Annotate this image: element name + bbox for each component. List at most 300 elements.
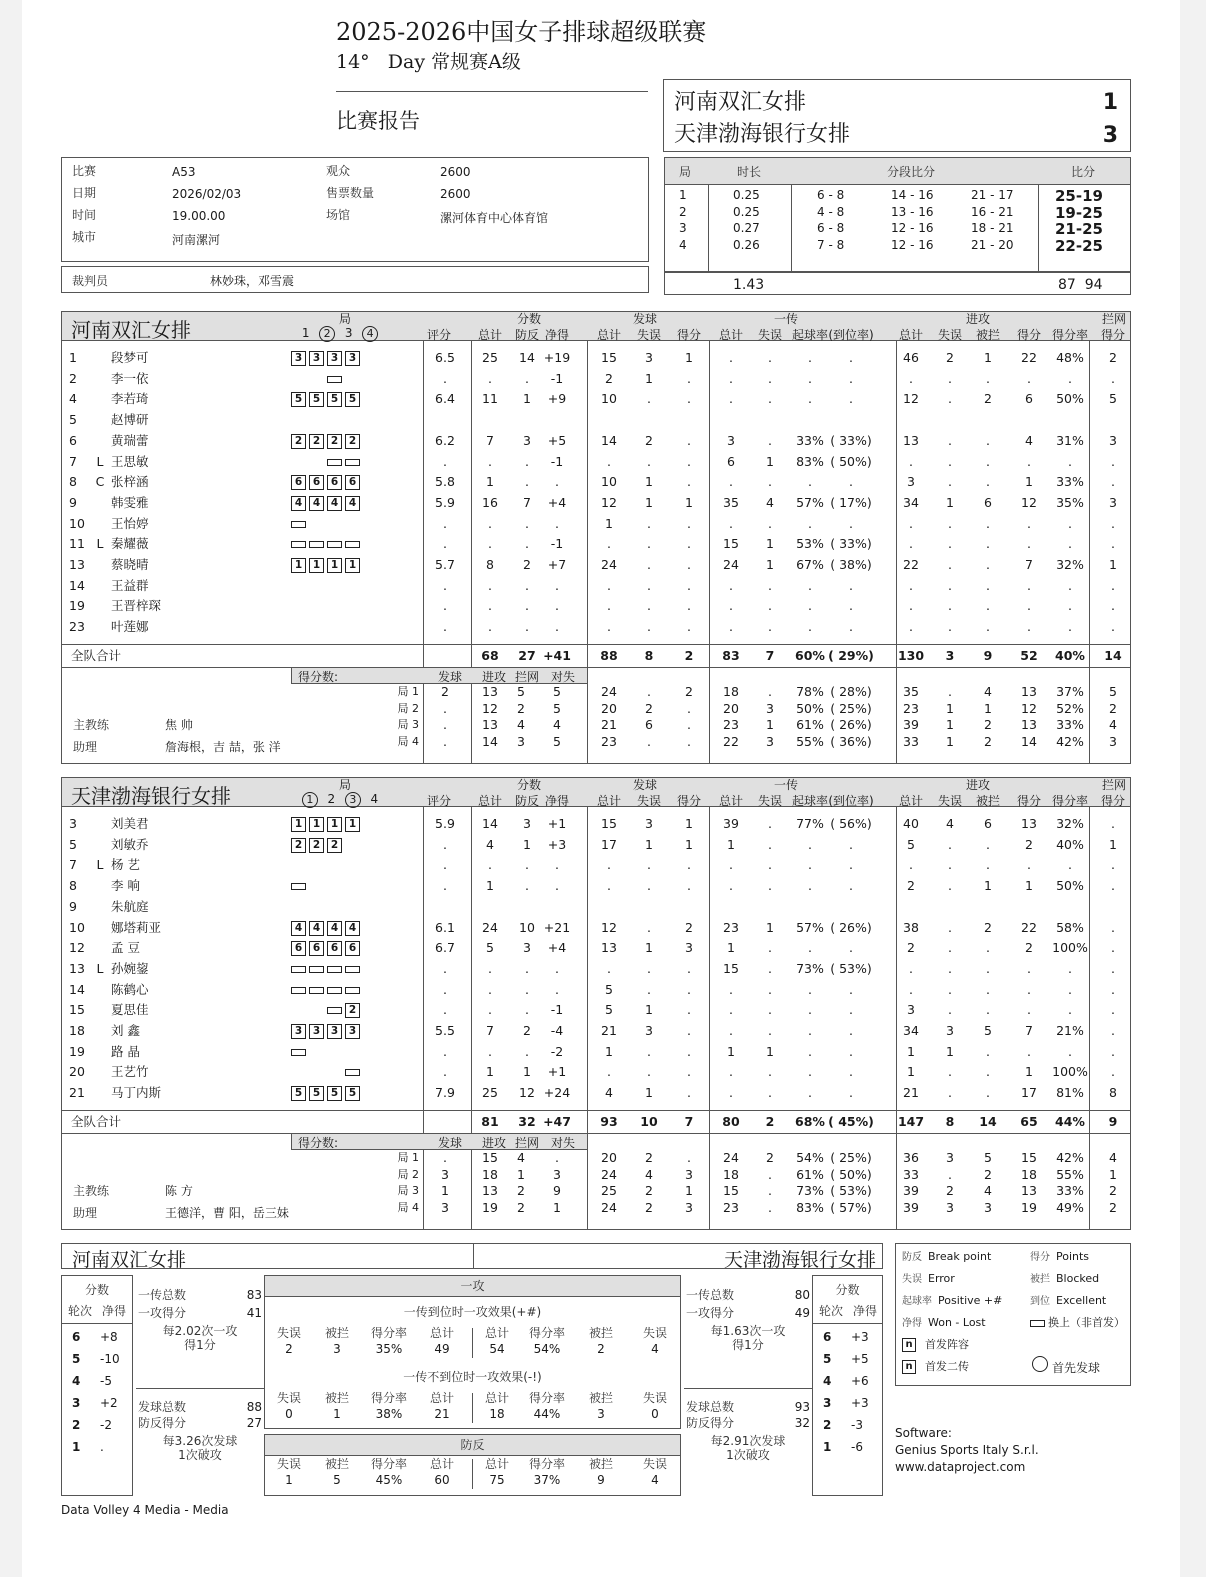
stat-cell: . bbox=[687, 619, 691, 635]
player-number: 21 bbox=[69, 1085, 85, 1101]
stat-cell: . bbox=[1068, 981, 1072, 997]
center-col-header: 总计 bbox=[484, 1457, 509, 1471]
header-sub: 得分 bbox=[1016, 328, 1041, 342]
center-col-value: 9 bbox=[597, 1473, 605, 1487]
first-attack-sub1: 一传到位时一攻效果(+#) bbox=[403, 1305, 542, 1319]
player-name: 赵博研 bbox=[111, 412, 149, 428]
stat-cell: . bbox=[647, 391, 651, 407]
stat-cell: . bbox=[768, 370, 772, 386]
rec-value: 88 bbox=[246, 1400, 262, 1414]
start-position-square: 2 bbox=[309, 434, 324, 449]
rec-label: 一传总数 bbox=[138, 1288, 187, 1302]
player-row bbox=[61, 389, 1131, 409]
stat-cell: +9 bbox=[547, 391, 567, 407]
stat-cell: +4 bbox=[547, 940, 567, 956]
legend bbox=[895, 1243, 1131, 1386]
stat-cell: . bbox=[808, 350, 812, 365]
home-rotation bbox=[61, 1275, 133, 1496]
scoreboard bbox=[663, 79, 1131, 152]
set-partial-2: 12 - 16 bbox=[891, 237, 934, 252]
stat-cell: . bbox=[1111, 1064, 1115, 1080]
scoreboard-home-sets: 1 bbox=[1102, 90, 1118, 115]
set-row-cell: 22 bbox=[723, 733, 739, 749]
scoreboard-home: 河南双汇女排 bbox=[674, 90, 807, 115]
bottom-header bbox=[61, 1243, 883, 1269]
set-row-cell: . bbox=[687, 1150, 691, 1165]
player-name: 王怡婷 bbox=[111, 515, 149, 531]
total-cell: 8 bbox=[945, 1114, 955, 1129]
header-sub: 得分率 bbox=[1051, 328, 1088, 342]
match-info-item: 场馆 bbox=[326, 208, 351, 222]
rotation-net: +5 bbox=[851, 1352, 869, 1366]
stat-cell: . bbox=[687, 474, 691, 490]
software-label: Software: bbox=[895, 1426, 952, 1440]
stat-cell: 8 bbox=[1109, 1085, 1117, 1101]
set-row-cell: 4 bbox=[517, 1150, 525, 1165]
player-row bbox=[61, 1083, 1131, 1103]
set-row bbox=[61, 684, 1131, 700]
set-mark: 2 bbox=[327, 792, 336, 806]
total-cell: 9 bbox=[983, 648, 993, 663]
stat-cell: . bbox=[687, 1023, 691, 1038]
stat-cell: . bbox=[525, 577, 529, 593]
stat-cell: . bbox=[948, 474, 952, 490]
player-number: 1 bbox=[69, 350, 77, 365]
points-divider bbox=[291, 668, 292, 684]
stat-cell: 21 bbox=[601, 1023, 617, 1038]
rotation-net: . bbox=[100, 1440, 104, 1454]
sub-in-square bbox=[309, 987, 324, 994]
stat-cell: ( 33%) bbox=[830, 536, 872, 552]
match-info-item: 2600 bbox=[440, 165, 471, 179]
stat-cell: 1 bbox=[727, 836, 735, 852]
set-row-cell: . bbox=[443, 733, 447, 749]
stat-cell: . bbox=[1027, 1002, 1031, 1018]
stat-cell: 1 bbox=[486, 1064, 494, 1080]
stat-cell: 35 bbox=[723, 494, 739, 510]
set-row-cell: . bbox=[948, 684, 952, 699]
stat-cell: 1 bbox=[1109, 836, 1117, 852]
stat-cell: . bbox=[607, 857, 611, 873]
stat-cell: 1 bbox=[766, 557, 774, 572]
header-sub: 防反 bbox=[514, 794, 539, 808]
set-row-cell: 42% bbox=[1056, 733, 1084, 749]
player-sets bbox=[291, 959, 391, 979]
total-cell: 52 bbox=[1020, 648, 1038, 663]
stat-cell: 1 bbox=[645, 940, 653, 956]
scoreboard-away-sets: 3 bbox=[1102, 123, 1118, 148]
points-header: 拦网 bbox=[514, 1136, 539, 1150]
set-score: 22-25 bbox=[1055, 236, 1103, 255]
stat-cell: 12 bbox=[601, 494, 617, 510]
center-col-value: 35% bbox=[375, 1342, 403, 1356]
stat-cell: . bbox=[986, 836, 990, 852]
player-row bbox=[61, 472, 1131, 492]
player-number: 14 bbox=[69, 981, 85, 997]
stat-cell: . bbox=[1068, 370, 1072, 386]
stat-cell: . bbox=[647, 557, 651, 572]
player-name: 王艺竹 bbox=[111, 1064, 149, 1080]
center-divider bbox=[472, 1459, 473, 1489]
set-row-cell: 18 bbox=[482, 1166, 498, 1182]
set-row-cell: 1 bbox=[685, 1183, 693, 1198]
stat-cell: . bbox=[948, 536, 952, 552]
match-info-item: 2600 bbox=[440, 187, 471, 201]
rotation-net: +8 bbox=[100, 1330, 118, 1344]
stat-cell: 10 bbox=[601, 474, 617, 490]
start-position-square: 5 bbox=[291, 1086, 306, 1101]
sets-hdr-partials: 分段比分 bbox=[887, 165, 936, 179]
stat-cell: 1 bbox=[946, 1043, 954, 1059]
set-row-cell: 2 bbox=[645, 1183, 653, 1198]
set-row-cell: 3 bbox=[946, 1150, 954, 1165]
total-cell: 2 bbox=[684, 648, 694, 663]
set-row-cell: 1 bbox=[946, 717, 954, 732]
stat-cell: . bbox=[1068, 960, 1072, 976]
set-row-cell: . bbox=[768, 684, 772, 699]
stat-cell: 1 bbox=[523, 1064, 531, 1080]
stat-cell: 1 bbox=[645, 494, 653, 510]
match-info-item: 城市 bbox=[72, 230, 97, 244]
total-cell: 80 bbox=[722, 1114, 740, 1129]
stat-cell: . bbox=[768, 1085, 772, 1101]
stat-cell: 13 bbox=[903, 432, 919, 448]
header-sub: 得分 bbox=[676, 794, 701, 808]
start-position-square: 6 bbox=[345, 475, 360, 490]
stat-cell: 15 bbox=[723, 536, 739, 552]
center-col-value: 60 bbox=[434, 1473, 450, 1487]
set-row-cell: 9 bbox=[553, 1183, 561, 1198]
sub-in-square bbox=[291, 987, 306, 994]
start-position-square: 6 bbox=[327, 475, 342, 490]
header-attack: 进攻 bbox=[966, 312, 991, 326]
total-row bbox=[61, 1112, 1131, 1132]
player-number: 7 bbox=[69, 453, 77, 469]
stat-cell: . bbox=[768, 515, 772, 531]
stat-cell: . bbox=[647, 1043, 651, 1059]
header-sub: 净得 bbox=[544, 794, 569, 808]
rec-divider bbox=[684, 1388, 812, 1389]
stat-cell: . bbox=[443, 836, 447, 852]
points-header: 拦网 bbox=[514, 670, 539, 684]
stat-cell: . bbox=[1111, 981, 1115, 997]
set-row-cell: 24 bbox=[601, 684, 617, 699]
stat-cell: . bbox=[525, 960, 529, 976]
set-row-cell: 55% bbox=[796, 733, 824, 749]
header-points: 分数 bbox=[517, 778, 542, 792]
total-score: 87 94 bbox=[1058, 277, 1103, 293]
set-row-cell: . bbox=[948, 1166, 952, 1182]
stat-cell: 1 bbox=[766, 536, 774, 552]
header-sub: 总计 bbox=[477, 794, 502, 808]
set-row-cell: 18 bbox=[723, 1166, 739, 1182]
center-col-header: 总计 bbox=[429, 1391, 454, 1405]
stat-cell: . bbox=[443, 370, 447, 386]
set-duration: 0.27 bbox=[733, 221, 760, 235]
stat-cell: 1 bbox=[946, 494, 954, 510]
stat-cell: 100% bbox=[1052, 1064, 1088, 1080]
start-position-square: 4 bbox=[291, 496, 306, 511]
stat-cell: +4 bbox=[547, 494, 567, 510]
stat-cell: +21 bbox=[543, 919, 571, 935]
stat-cell: . bbox=[909, 453, 913, 469]
set-partial-3: 21 - 20 bbox=[971, 237, 1014, 252]
stat-cell: 2 bbox=[523, 1023, 531, 1038]
stat-cell: . bbox=[768, 432, 772, 448]
set-row-label: 局 4 bbox=[397, 734, 419, 748]
start-position-square: 1 bbox=[345, 817, 360, 832]
set-duration: 0.26 bbox=[733, 237, 760, 252]
stat-cell: 34 bbox=[903, 494, 919, 510]
center-col-header: 失误 bbox=[642, 1391, 667, 1405]
center-col-value: 3 bbox=[333, 1342, 341, 1356]
set-score: 19-25 bbox=[1055, 203, 1103, 222]
stat-cell: . bbox=[849, 1002, 853, 1018]
player-row bbox=[61, 452, 1131, 472]
start-position-square: 1 bbox=[345, 558, 360, 573]
stat-cell: . bbox=[849, 981, 853, 997]
player-row bbox=[61, 617, 1131, 637]
player-name: 娜塔莉亚 bbox=[111, 919, 162, 935]
stat-cell: . bbox=[488, 453, 492, 469]
stat-cell: . bbox=[849, 1085, 853, 1101]
set-row-cell: . bbox=[768, 1166, 772, 1182]
set-marks bbox=[297, 326, 383, 342]
header-sub: 总计 bbox=[898, 794, 923, 808]
header-reception: 一传 bbox=[774, 312, 799, 326]
set-score: 25-19 bbox=[1055, 187, 1103, 205]
center-col-header: 得分率 bbox=[528, 1326, 565, 1340]
player-number: 10 bbox=[69, 919, 85, 935]
stat-cell: . bbox=[729, 981, 733, 997]
player-row bbox=[61, 493, 1131, 513]
legend-desc: Break point bbox=[928, 1250, 992, 1263]
stat-cell: 2 bbox=[946, 350, 954, 365]
player-sets bbox=[291, 452, 391, 472]
stat-cell: . bbox=[687, 1043, 691, 1059]
player-name: 刘敏乔 bbox=[111, 836, 149, 852]
header-attack: 进攻 bbox=[966, 778, 991, 792]
center-col-value: 37% bbox=[533, 1473, 561, 1487]
header-serve: 发球 bbox=[633, 778, 658, 792]
stat-cell: . bbox=[488, 577, 492, 593]
stat-cell: 53% bbox=[796, 536, 824, 552]
start-position-square: 1 bbox=[309, 817, 324, 832]
stat-cell: . bbox=[443, 453, 447, 469]
stat-cell: . bbox=[849, 350, 853, 365]
set-row-cell: 24 bbox=[601, 1166, 617, 1182]
set-row-cell: 3 bbox=[946, 1199, 954, 1215]
sub-in-square bbox=[291, 541, 306, 548]
set-row-cell: . bbox=[687, 733, 691, 749]
stat-cell: 6 bbox=[984, 816, 992, 831]
player-number: 4 bbox=[69, 391, 77, 407]
set-row-cell: 33 bbox=[903, 733, 919, 749]
player-number: 13 bbox=[69, 557, 85, 572]
stat-cell: . bbox=[729, 350, 733, 365]
set-row-cell: 2 bbox=[984, 1166, 992, 1182]
legend-desc: Won - Lost bbox=[928, 1316, 986, 1329]
center-col-value: 54% bbox=[533, 1342, 561, 1356]
stat-cell: 5 bbox=[605, 981, 613, 997]
stat-cell: . bbox=[1068, 857, 1072, 873]
stat-cell: 1 bbox=[1025, 878, 1033, 894]
center-col-value: 0 bbox=[651, 1407, 659, 1421]
header-rating: 评分 bbox=[427, 794, 452, 808]
set-row-cell: 3 bbox=[1109, 733, 1117, 749]
set-row-cell: 12 bbox=[482, 700, 498, 716]
center-col-value: 21 bbox=[434, 1407, 450, 1421]
stat-cell: . bbox=[768, 619, 772, 635]
set-row-cell: 2 bbox=[946, 1183, 954, 1198]
header-sub: 总计 bbox=[477, 328, 502, 342]
stat-cell: . bbox=[525, 370, 529, 386]
player-sets bbox=[291, 555, 391, 575]
set-row-cell: 5 bbox=[517, 684, 525, 699]
stat-cell: . bbox=[909, 536, 913, 552]
set-duration: 0.25 bbox=[733, 188, 760, 202]
player-name: 夏思佳 bbox=[111, 1002, 149, 1018]
player-number: 5 bbox=[69, 836, 77, 852]
stat-cell: . bbox=[687, 370, 691, 386]
stat-cell: . bbox=[948, 940, 952, 956]
set-row-cell: 18 bbox=[723, 684, 739, 699]
points-header: 发球 bbox=[437, 1136, 462, 1150]
stat-cell: . bbox=[687, 536, 691, 552]
stat-cell: . bbox=[948, 981, 952, 997]
rotation-number: 4 bbox=[823, 1374, 832, 1388]
total-cell: 130 bbox=[897, 648, 925, 663]
report-subtitle: 14° Day 常规赛A级 bbox=[336, 51, 521, 73]
header-rating: 评分 bbox=[427, 328, 452, 342]
stat-cell: . bbox=[525, 878, 529, 894]
stat-cell: . bbox=[687, 1085, 691, 1101]
center-col-value: 38% bbox=[375, 1407, 403, 1421]
center-col-header: 总计 bbox=[484, 1391, 509, 1405]
player-row bbox=[61, 897, 1131, 917]
start-position-square: 3 bbox=[327, 351, 342, 366]
stat-cell: 1 bbox=[766, 1043, 774, 1059]
sub-in-square bbox=[291, 883, 306, 890]
stat-cell: . bbox=[1111, 474, 1115, 490]
stat-cell: . bbox=[647, 619, 651, 635]
rotation-net: +3 bbox=[851, 1330, 869, 1344]
stat-cell: 4 bbox=[766, 494, 774, 510]
player-sets bbox=[291, 514, 391, 534]
stat-cell: . bbox=[555, 598, 559, 614]
stat-cell: . bbox=[1111, 1002, 1115, 1018]
total-cell: 83 bbox=[722, 648, 740, 663]
set-row-cell: 2 bbox=[645, 1199, 653, 1215]
stat-cell: . bbox=[555, 474, 559, 490]
set-mark: 3 bbox=[344, 326, 353, 340]
set-row-cell: 55% bbox=[1056, 1166, 1084, 1182]
set-row-cell: 5 bbox=[553, 733, 561, 749]
stat-cell: 1 bbox=[685, 494, 693, 510]
center-col-header: 被拦 bbox=[588, 1457, 613, 1471]
set-row-cell: 2 bbox=[685, 684, 693, 699]
set-row-cell: . bbox=[443, 700, 447, 716]
stat-cell: . bbox=[1111, 598, 1115, 614]
stat-cell: . bbox=[986, 474, 990, 490]
legend-desc: Blocked bbox=[1056, 1272, 1100, 1285]
stat-cell: . bbox=[729, 474, 733, 490]
set-row-cell: ( 28%) bbox=[830, 684, 872, 699]
set-row-cell: 39 bbox=[903, 1183, 919, 1198]
away-rot-h1: 轮次 bbox=[819, 1304, 844, 1318]
center-col-header: 失误 bbox=[276, 1326, 301, 1340]
stat-cell: 25 bbox=[482, 350, 498, 365]
stat-cell: . bbox=[647, 960, 651, 976]
set-row-cell: 23 bbox=[601, 733, 617, 749]
stat-cell: . bbox=[729, 878, 733, 894]
player-role: L bbox=[96, 960, 104, 976]
match-info-item: 观众 bbox=[326, 164, 351, 178]
player-row bbox=[61, 918, 1131, 938]
stat-cell: . bbox=[768, 391, 772, 407]
stat-cell: . bbox=[948, 515, 952, 531]
set-row-cell: . bbox=[443, 1150, 447, 1165]
legend-item bbox=[1030, 1248, 1089, 1263]
player-number: 11 bbox=[69, 536, 85, 552]
set-row-cell: . bbox=[687, 717, 691, 732]
stat-cell: . bbox=[525, 1002, 529, 1018]
stat-cell: . bbox=[948, 619, 952, 635]
player-name: 路 晶 bbox=[111, 1043, 140, 1059]
set-row-label: 局 2 bbox=[397, 701, 419, 715]
stat-cell: . bbox=[647, 577, 651, 593]
set-row-label: 局 1 bbox=[397, 1151, 419, 1164]
stat-cell: 5.7 bbox=[435, 557, 455, 572]
player-role: C bbox=[95, 474, 105, 490]
set-row-cell: 73% bbox=[796, 1183, 824, 1198]
stat-cell: . bbox=[808, 878, 812, 894]
start-position-square: 2 bbox=[291, 434, 306, 449]
stat-cell: . bbox=[948, 598, 952, 614]
header-sub: 失误 bbox=[636, 794, 661, 808]
stat-cell: . bbox=[729, 515, 733, 531]
stat-cell: . bbox=[1111, 940, 1115, 956]
set-row-cell: 3 bbox=[685, 1166, 693, 1182]
stat-cell: . bbox=[808, 940, 812, 956]
player-name: 马丁内斯 bbox=[111, 1085, 162, 1101]
set-row bbox=[61, 1183, 1131, 1199]
player-number: 2 bbox=[69, 370, 77, 386]
stat-cell: . bbox=[607, 453, 611, 469]
header-sub: 被拦 bbox=[975, 794, 1000, 808]
set-row-cell: 20 bbox=[723, 700, 739, 716]
set-row-cell: 5 bbox=[553, 684, 561, 699]
start-position-square: 6 bbox=[327, 941, 342, 956]
stat-cell: 5 bbox=[605, 1002, 613, 1018]
stat-cell: 15 bbox=[601, 816, 617, 831]
set-row-cell: 3 bbox=[984, 1199, 992, 1215]
center-col-value: 44% bbox=[533, 1407, 561, 1421]
center-col-header: 被拦 bbox=[324, 1326, 349, 1340]
stat-cell: 10 bbox=[601, 391, 617, 407]
stat-cell: -4 bbox=[550, 1023, 564, 1038]
center-col-header: 被拦 bbox=[588, 1326, 613, 1340]
header-sub: 失误 bbox=[636, 328, 661, 342]
player-row bbox=[61, 596, 1131, 616]
start-position-square: 3 bbox=[345, 1024, 360, 1039]
start-position-square: 3 bbox=[309, 1024, 324, 1039]
player-row bbox=[61, 980, 1131, 1000]
stat-cell: 1 bbox=[645, 1002, 653, 1018]
stat-cell: 40% bbox=[1056, 836, 1084, 852]
stat-cell: . bbox=[1027, 577, 1031, 593]
stat-cell: . bbox=[525, 536, 529, 552]
